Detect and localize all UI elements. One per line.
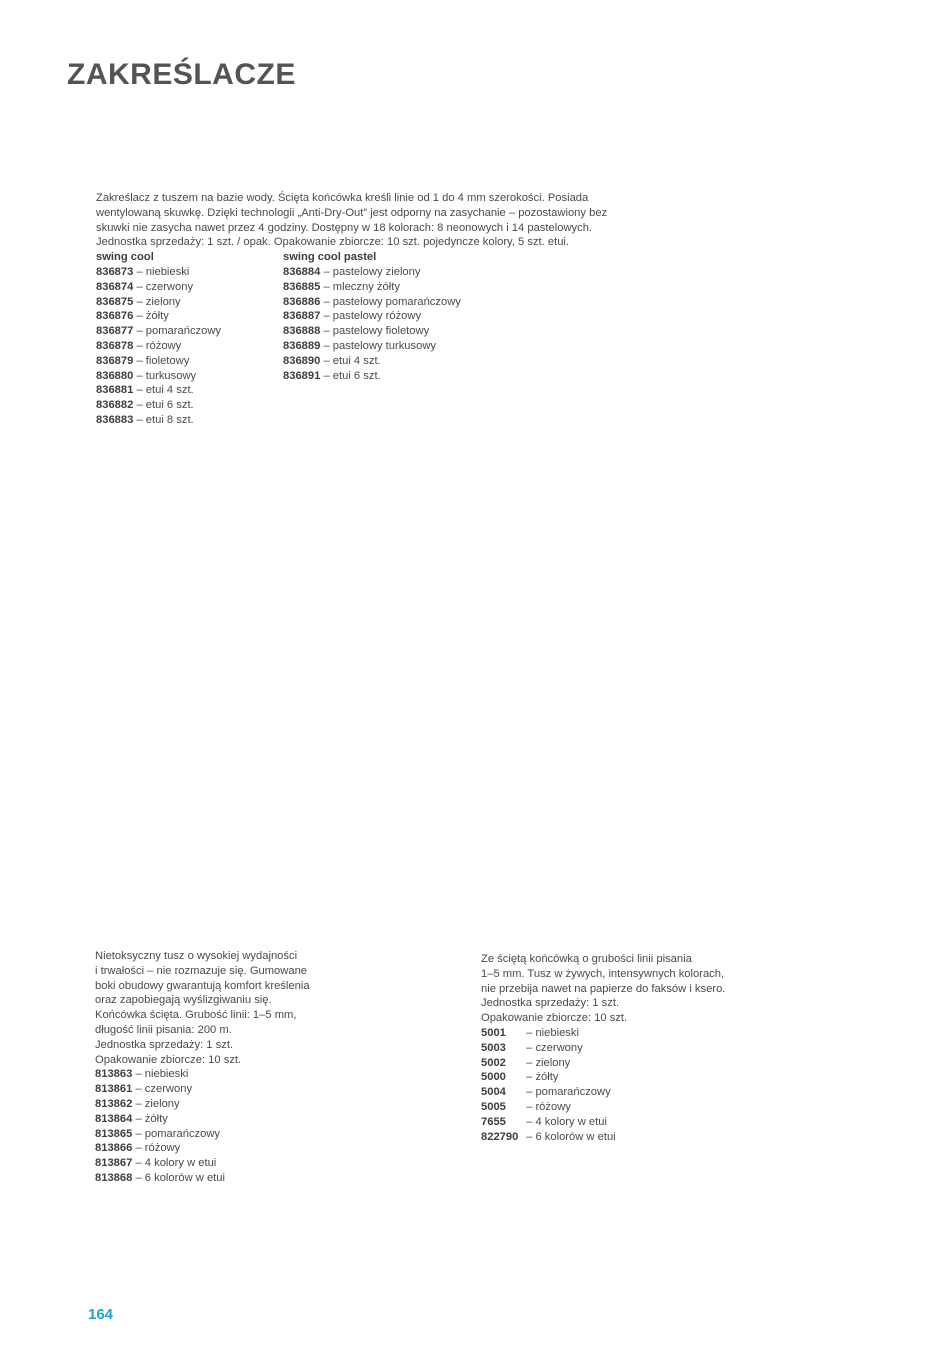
list-item <box>95 1171 395 1186</box>
product-code: 5003 <box>481 1041 506 1054</box>
list-item <box>96 413 221 428</box>
product-code: 813867 <box>95 1157 133 1170</box>
product-description: – czerwony <box>135 1083 193 1096</box>
list-item <box>96 339 221 354</box>
product-code: 836876 <box>96 310 134 323</box>
product-description: – pomarańczowy <box>136 325 222 338</box>
product-code: 5005 <box>481 1100 506 1113</box>
page-number: 164 <box>88 1306 114 1323</box>
product-code: 813863 <box>95 1068 133 1081</box>
list-item <box>95 1156 395 1171</box>
product-code: 836873 <box>96 265 134 278</box>
product-description: – turkusowy <box>136 369 197 382</box>
product-description: – czerwony <box>526 1041 583 1054</box>
section1-description: Zakreślacz z tuszem na bazie wody. Ścięta końcówka kreśli linie od 1 do 4 mm szerokości. Posiada wentylowaną skuwkę. Dzięki technologii „Anti-Dry-Out” jest odporny na zasychanie – pozostawiony bez skuwki nie zasycha nawet przez 4 godziny. Dostępny w 18 kolorach: 8 neonowych i 14 pastelowych. Jednostka sprzedaży: 1 szt. / opak. Opakowanie zbiorcze: 10 szt. pojedyncze kolory, 5 szt. etui. <box>96 192 608 249</box>
product-description: – 6 kolorów w etui <box>135 1171 225 1184</box>
section-highlighter-2 <box>95 949 395 1186</box>
list-item <box>481 1115 781 1130</box>
product-code: 5004 <box>481 1086 506 1099</box>
product-code: 836890 <box>283 354 321 367</box>
list-item <box>283 354 461 369</box>
product-description: – pastelowy zielony <box>323 265 421 278</box>
list-item <box>283 295 461 310</box>
list-item <box>283 369 461 384</box>
product-description: – zielony <box>136 295 181 308</box>
list-item <box>96 383 221 398</box>
product-description: – etui 6 szt. <box>323 369 381 382</box>
list-item <box>283 280 461 295</box>
section-swing-cool <box>96 191 656 426</box>
product-code: 836881 <box>96 384 134 397</box>
product-code: 5000 <box>481 1071 506 1084</box>
product-description: – 4 kolory w etui <box>135 1157 217 1170</box>
product-description: – różowy <box>526 1100 571 1113</box>
product-description: – mleczny żółty <box>323 280 400 293</box>
product-description: – 4 kolory w etui <box>526 1115 607 1128</box>
product-description: – żółty <box>135 1112 168 1125</box>
product-description: – niebieski <box>135 1068 189 1081</box>
section2-description: Nietoksyczny tusz o wysokiej wydajności i trwałości – nie rozmazuje się. Gumowane boki obudowy gwarantują komfort kreślenia oraz zapobiegają wyślizgiwaniu się. Końcówka ścięta. Grubość linii: 1–5 mm, długość linii pisania: 200 m. Jednostka sprzedaży: 1 szt. Opakowanie zbiorcze: 10 szt. <box>95 950 310 1066</box>
product-description: – pastelowy różowy <box>323 310 422 323</box>
list-item <box>283 339 461 354</box>
product-code: 813861 <box>95 1083 133 1096</box>
page-title: ZAKREŚLACZE <box>67 58 296 91</box>
product-code: 813862 <box>95 1097 133 1110</box>
product-description: – etui 4 szt. <box>323 354 381 367</box>
product-description: – fioletowy <box>136 354 190 367</box>
product-code: 836874 <box>96 280 134 293</box>
product-code: 836880 <box>96 369 134 382</box>
list-item <box>96 324 221 339</box>
product-code: 813868 <box>95 1171 133 1184</box>
swing-cool-pastel-column <box>283 250 461 383</box>
list-item <box>95 1112 395 1127</box>
product-description: – różowy <box>135 1142 181 1155</box>
product-code: 836884 <box>283 265 321 278</box>
swing-cool-list <box>96 265 221 428</box>
list-item <box>95 1097 395 1112</box>
product-code: 836875 <box>96 295 134 308</box>
list-item <box>481 1041 781 1056</box>
product-description: – etui 6 szt. <box>136 399 194 412</box>
product-code: 836877 <box>96 325 134 338</box>
product-description: – różowy <box>136 339 182 352</box>
swing-cool-column <box>96 250 221 428</box>
swing-cool-pastel-list <box>283 265 461 383</box>
product-description: – niebieski <box>136 265 190 278</box>
product-code: 836888 <box>283 325 321 338</box>
product-description: – pastelowy fioletowy <box>323 325 430 338</box>
swing-cool-title: swing cool <box>96 251 154 264</box>
product-description: – pastelowy turkusowy <box>323 339 437 352</box>
product-code: 836879 <box>96 354 134 367</box>
list-item <box>481 1070 781 1085</box>
product-code: 7655 <box>481 1115 506 1128</box>
product-code: 836887 <box>283 310 321 323</box>
section-highlighter-3 <box>481 952 781 1144</box>
list-item <box>95 1141 395 1156</box>
product-description: – etui 4 szt. <box>136 384 194 397</box>
product-code: 836882 <box>96 399 134 412</box>
list-item <box>96 295 221 310</box>
list-item <box>481 1056 781 1071</box>
product-code: 836889 <box>283 339 321 352</box>
list-item <box>481 1085 781 1100</box>
list-item <box>481 1026 781 1041</box>
list-item <box>481 1130 781 1145</box>
product-code: 813865 <box>95 1127 133 1140</box>
product-description: – czerwony <box>136 280 194 293</box>
product-code: 836886 <box>283 295 321 308</box>
product-code: 836891 <box>283 369 321 382</box>
list-item <box>96 369 221 384</box>
product-code: 822790 <box>481 1130 519 1143</box>
product-code: 836878 <box>96 339 134 352</box>
product-description: – zielony <box>526 1056 571 1069</box>
list-item <box>96 354 221 369</box>
product-description: – żółty <box>136 310 169 323</box>
section3-description: Ze ściętą końcówką o grubości linii pisania 1–5 mm. Tusz w żywych, intensywnych kolorach, nie przebija nawet na papierze do faksów i ksero. Jednostka sprzedaży: 1 szt. Opakowanie zbiorcze: 10 szt. <box>481 953 726 1025</box>
list-item <box>481 1100 781 1115</box>
list-item <box>283 265 461 280</box>
list-item <box>283 309 461 324</box>
product-description: – niebieski <box>526 1026 579 1039</box>
section3-list <box>481 1026 781 1144</box>
product-code: 813864 <box>95 1112 133 1125</box>
list-item <box>283 324 461 339</box>
list-item <box>95 1127 395 1142</box>
list-item <box>96 398 221 413</box>
product-description: – etui 8 szt. <box>136 413 194 426</box>
product-description: – zielony <box>135 1097 180 1110</box>
list-item <box>95 1067 395 1082</box>
product-description: – żółty <box>526 1071 559 1084</box>
product-description: – 6 kolorów w etui <box>526 1130 616 1143</box>
product-description: – pastelowy pomarańczowy <box>323 295 461 308</box>
list-item <box>95 1082 395 1097</box>
product-code: 5002 <box>481 1056 506 1069</box>
product-code: 836883 <box>96 413 134 426</box>
product-code: 813866 <box>95 1142 133 1155</box>
list-item <box>96 265 221 280</box>
list-item <box>96 309 221 324</box>
section2-list <box>95 1067 395 1185</box>
list-item <box>96 280 221 295</box>
swing-cool-pastel-title: swing cool pastel <box>283 251 377 264</box>
product-description: – pomarańczowy <box>135 1127 221 1140</box>
product-description: – pomarańczowy <box>526 1086 611 1099</box>
product-code: 836885 <box>283 280 321 293</box>
product-code: 5001 <box>481 1026 506 1039</box>
